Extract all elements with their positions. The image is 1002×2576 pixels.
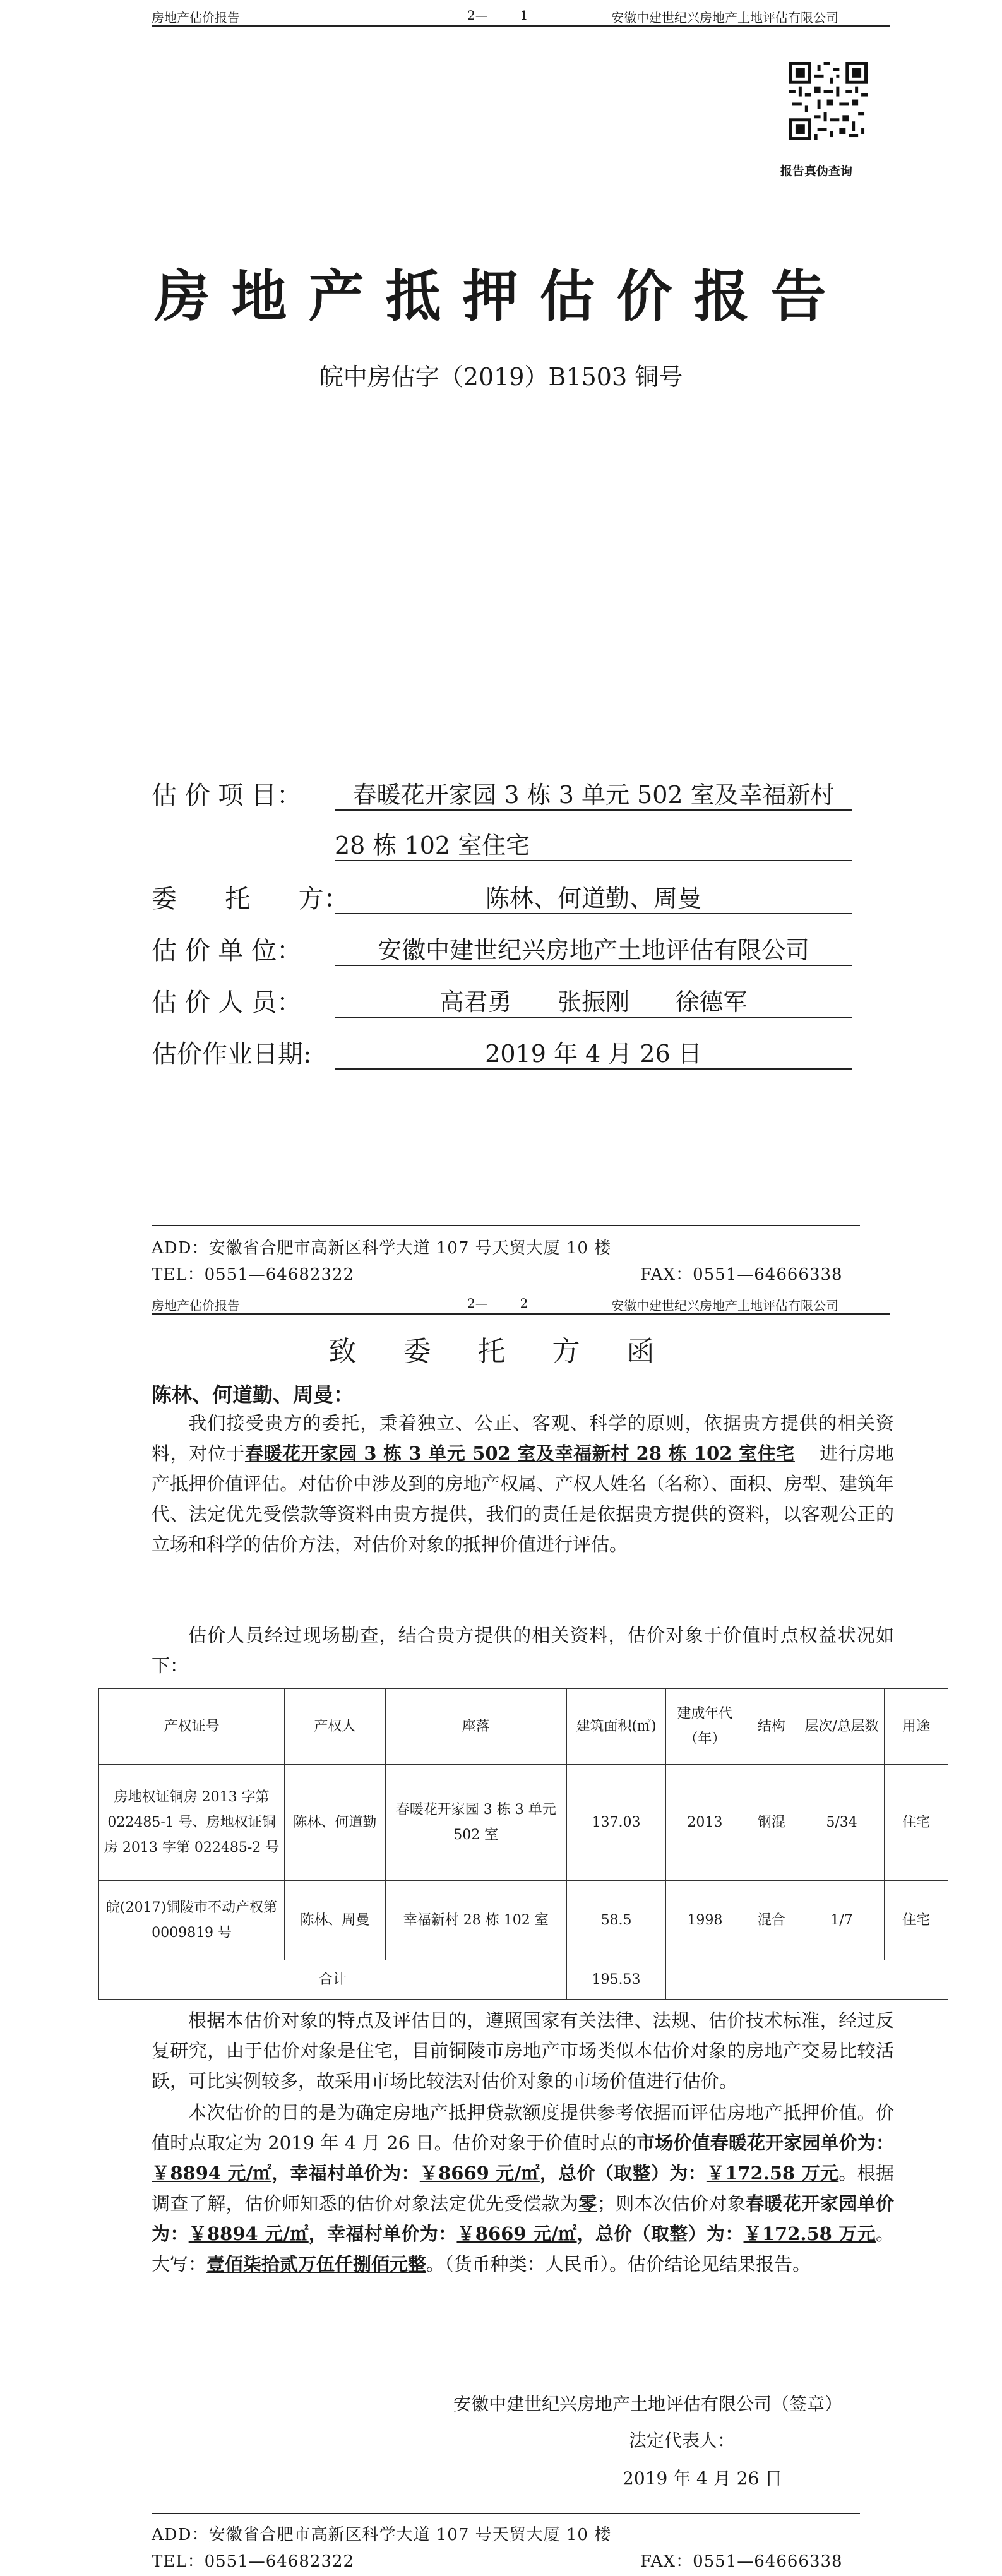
table-cell: 1998	[666, 1881, 744, 1960]
mortgage-total-price: ￥172.58 万元	[743, 2223, 876, 2245]
page1-footer-rule	[152, 1225, 860, 1226]
letter-paragraph-4: 本次估价的目的是为确定房地产抵押贷款额度提供参考依据而评估房地产抵押价值。价值时点取定为 2019 年 4 月 26 日。估价对象于价值时点的市场价值春暖花开家园单价为：￥8894 元/㎡，幸福村单价为：￥8669 元/㎡，总价（取整）为：￥172.58 万元。根据调查了解，估价师知悉的估价对象法定优先受偿款为零；则本次估价对象春暖花开家园单价为：￥8894 元/㎡，幸福村单价为：￥8669 元/㎡，总价（取整）为：￥172.58 万元。大写：壹佰柒拾贰万伍仟捌佰元整。（货币种类：人民币）。估价结论见结果报告。	[152, 2102, 894, 2275]
signature-representative: 法定代表人：	[629, 2430, 736, 2451]
unit-price-2: ￥8669 元/㎡	[419, 2162, 540, 2184]
appraiser-underline	[335, 1017, 852, 1018]
table-header-cell: 用途	[884, 1689, 948, 1765]
client-label: 委 托 方：	[152, 885, 349, 914]
table-cell: 住宅	[884, 1765, 948, 1881]
client-value: 陈林、何道勤、周曼	[485, 885, 701, 912]
page2-footer-rule	[152, 2513, 860, 2514]
date-label: 估价作业日期:	[152, 1040, 312, 1069]
table-cell: 皖(2017)铜陵市不动产权第 0009819 号	[99, 1881, 285, 1960]
page2-footer-fax: FAX：0551—64666338	[640, 2552, 843, 2571]
table-header-row	[99, 1689, 948, 1765]
table-row	[99, 1881, 948, 1960]
table-cell: 住宅	[884, 1881, 948, 1960]
page1-header-rule	[152, 25, 890, 27]
date-value: 2019 年 4 月 26 日	[485, 1040, 702, 1068]
page1-header-right: 安徽中建世纪兴房地产土地评估有限公司	[611, 10, 838, 25]
unit-price-1: ￥8894 元/㎡	[152, 2162, 272, 2184]
table-total-empty	[666, 1960, 948, 2000]
table-cell: 钢混	[744, 1765, 799, 1881]
total-price: ￥172.58 万元	[706, 2162, 839, 2184]
table-cell: 春暖花开家园 3 栋 3 单元 502 室	[385, 1765, 566, 1881]
appraiser-label: 估 价 人 员：	[152, 988, 302, 1017]
client-underline	[335, 913, 852, 914]
table-cell: 1/7	[799, 1881, 885, 1960]
table-header-cell: 产权人	[285, 1689, 385, 1765]
property-table	[98, 1688, 948, 2000]
table-cell: 幸福新村 28 栋 102 室	[385, 1881, 566, 1960]
table-cell: 陈林、周曼	[285, 1881, 385, 1960]
page2-header-right: 安徽中建世纪兴房地产土地评估有限公司	[611, 1298, 838, 1313]
table-cell: 陈林、何道勤	[285, 1765, 385, 1881]
project-label: 估 价 项 目：	[152, 781, 302, 810]
table-header-cell: 建筑面积(㎡)	[566, 1689, 665, 1765]
date-underline	[335, 1068, 852, 1070]
project-underline-2	[335, 860, 852, 861]
table-cell: 58.5	[566, 1881, 665, 1960]
unit-label: 估 价 单 位：	[152, 936, 302, 965]
letter-paragraph-3: 根据本估价对象的特点及评估目的，遵照国家有关法律、法规、估价技术标准，经过反复研究，由于估价对象是住宅，目前铜陵市房地产市场类似本估价对象的房地产交易比较活跃，可比实例较多，故采用市场比较法对估价对象的市场价值进行估价。	[152, 2010, 894, 2092]
signature-company: 安徽中建世纪兴房地产土地评估有限公司（签章）	[453, 2394, 843, 2414]
qr-caption: 报告真伪查询	[780, 164, 853, 178]
project-value-line1: 春暖花开家园 3 栋 3 单元 502 室及幸福新村	[352, 781, 835, 809]
qr-code-icon	[789, 62, 868, 140]
appraiser-value: 高君勇 张振刚 徐德军	[439, 988, 748, 1016]
table-header-cell: 结构	[744, 1689, 799, 1765]
letter-paragraph-2: 估价人员经过现场勘查，结合贵方提供的相关资料，估价对象于价值时点权益状况如下：	[152, 1625, 894, 1676]
page1-header-left: 房地产估价报告	[152, 10, 240, 25]
qr-code	[789, 62, 868, 143]
table-header-cell: 产权证号	[99, 1689, 285, 1765]
table-total-value: 195.53	[566, 1960, 665, 2000]
unit-value: 安徽中建世纪兴房地产土地评估有限公司	[377, 936, 809, 964]
table-row	[99, 1765, 948, 1881]
table-cell: 5/34	[799, 1765, 885, 1881]
page1-footer-fax: FAX：0551—64666338	[640, 1265, 843, 1284]
page2-footer-tel: TEL：0551—64682322	[152, 2552, 355, 2571]
letter-paragraph-1: 我们接受贵方的委托，秉着独立、公正、客观、科学的原则，依据贵方提供的相关资料，对位于春暖花开家园 3 栋 3 单元 502 室及幸福新村 28 栋 102 室住宅 进行房地产抵押价值评估。对估价中涉及到的房地产权属、产权人姓名（名称）、面积、房型、建筑年代、法定优先受偿款等资料由贵方提供，我们的责任是依据贵方提供的资料，以客观公正的立场和科学的估价方法，对估价对象的抵押价值进行评估。	[152, 1412, 894, 1555]
table-total-label: 合计	[99, 1960, 567, 2000]
letter-addressee: 陈林、何道勤、周曼：	[152, 1383, 354, 1407]
mortgage-unit-price-2: ￥8669 元/㎡	[456, 2223, 577, 2245]
page1-footer-address: ADD：安徽省合肥市高新区科学大道 107 号天贸大厦 10 楼	[152, 1239, 612, 1258]
page1-header-page-number: 2— 1	[467, 8, 528, 23]
letter-title: 致 委 托 方 函	[328, 1335, 674, 1368]
table-header-cell: 座落	[385, 1689, 566, 1765]
mortgage-unit-price-1: ￥8894 元/㎡	[188, 2223, 309, 2245]
project-value-line2: 28 栋 102 室住宅	[335, 832, 530, 859]
priority-claim: 零	[578, 2193, 597, 2214]
page2-header-left: 房地产估价报告	[152, 1298, 240, 1313]
page1-footer-tel: TEL：0551—64682322	[152, 1265, 355, 1284]
table-cell: 混合	[744, 1881, 799, 1960]
report-number: 皖中房估字（2019）B1503 铜号	[319, 363, 683, 391]
unit-underline	[335, 965, 852, 966]
property-address-highlight: 春暖花开家园 3 栋 3 单元 502 室及幸福新村 28 栋 102 室住宅	[244, 1443, 795, 1464]
page2-header-rule	[152, 1313, 890, 1315]
table-header-cell: 层次/总层数	[799, 1689, 885, 1765]
table-total-row	[99, 1960, 948, 2000]
amount-in-words: 壹佰柒拾贰万伍仟捌佰元整	[206, 2253, 427, 2275]
report-title: 房地产抵押估价报告	[154, 263, 848, 329]
table-cell: 137.03	[566, 1765, 665, 1881]
page2-header-page-number: 2— 2	[467, 1296, 528, 1311]
page2-footer-address: ADD：安徽省合肥市高新区科学大道 107 号天贸大厦 10 楼	[152, 2525, 612, 2544]
table-cell: 2013	[666, 1765, 744, 1881]
table-header-cell: 建成年代（年）	[666, 1689, 744, 1765]
signature-date: 2019 年 4 月 26 日	[623, 2468, 783, 2489]
project-underline-1	[335, 809, 852, 811]
table-cell: 房地权证铜房 2013 字第 022485-1 号、房地权证铜房 2013 字第 022485-2 号	[99, 1765, 285, 1881]
